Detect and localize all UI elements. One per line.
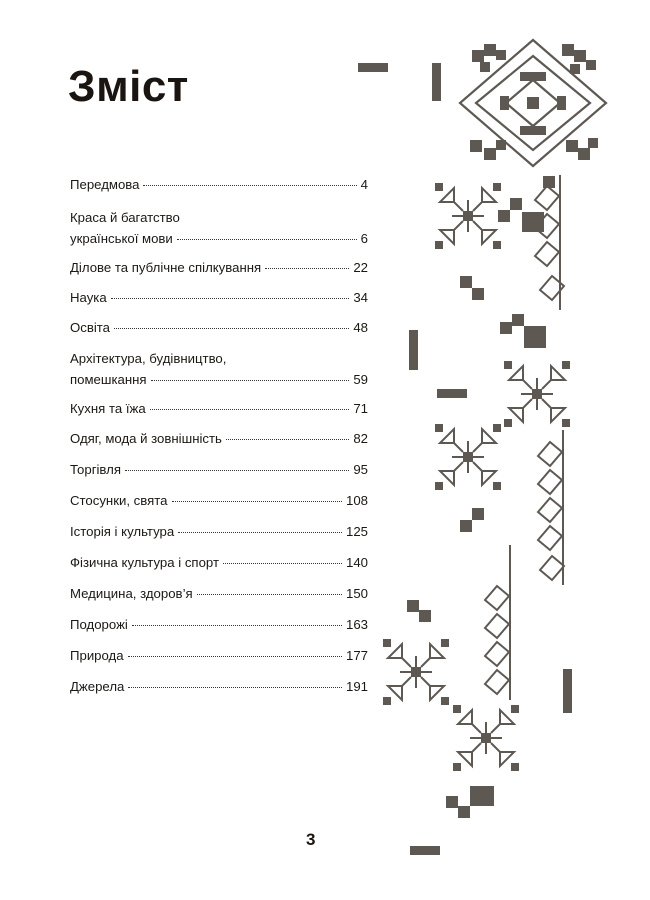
toc-entry-page: 59	[353, 372, 368, 387]
toc-entry-page: 125	[345, 524, 368, 539]
page-number: 3	[306, 830, 316, 849]
toc-entry-title: Подорожі	[70, 617, 128, 632]
toc-entry-page: 191	[345, 679, 368, 694]
toc-entry-title: Фізична культура і спорт	[70, 555, 219, 570]
toc-entry-title: Кухня та їжа	[70, 401, 146, 416]
toc-entry-page: 22	[353, 260, 368, 275]
toc-entry-page: 95	[353, 462, 368, 477]
toc-entry-title: Медицина, здоров’я	[70, 586, 193, 601]
toc-entry-title: Наука	[70, 290, 107, 305]
toc-entry-page: 82	[353, 431, 368, 446]
toc-entry-title: Освіта	[70, 320, 111, 335]
toc-entry-page: 4	[360, 177, 368, 192]
toc-entry-page: 163	[345, 617, 368, 632]
toc-entry-title: Ділове та публічне спілкування	[70, 260, 262, 275]
toc-entry-title: Стосунки, свята	[70, 493, 168, 508]
page-title: Зміст	[68, 62, 189, 111]
toc-entry-title: Історія і культура	[70, 524, 175, 539]
toc-entry-title-cont: української мови	[70, 231, 173, 246]
toc-entry-page: 48	[353, 320, 368, 335]
toc-entry-page: 6	[360, 231, 368, 246]
toc-entry-title: Джерела	[70, 679, 125, 694]
toc-entry-title: Торгівля	[70, 462, 121, 477]
toc-entry-title-cont: помешкання	[70, 372, 147, 387]
toc-entry-page: 71	[353, 401, 368, 416]
toc-entry-page: 150	[345, 586, 368, 601]
toc-entry-page: 108	[345, 493, 368, 508]
toc-entry-title: Краса й багатство	[70, 210, 180, 225]
toc-entry-title: Передмова	[70, 177, 140, 192]
toc-entry-page: 140	[345, 555, 368, 570]
toc-entry-title: Архітектура, будівництво,	[70, 351, 227, 366]
toc-entry-title: Природа	[70, 648, 124, 663]
toc-entry-title: Одяг, мода й зовнішність	[70, 431, 222, 446]
toc-entry-page: 34	[353, 290, 368, 305]
toc-entry-page: 177	[345, 648, 368, 663]
